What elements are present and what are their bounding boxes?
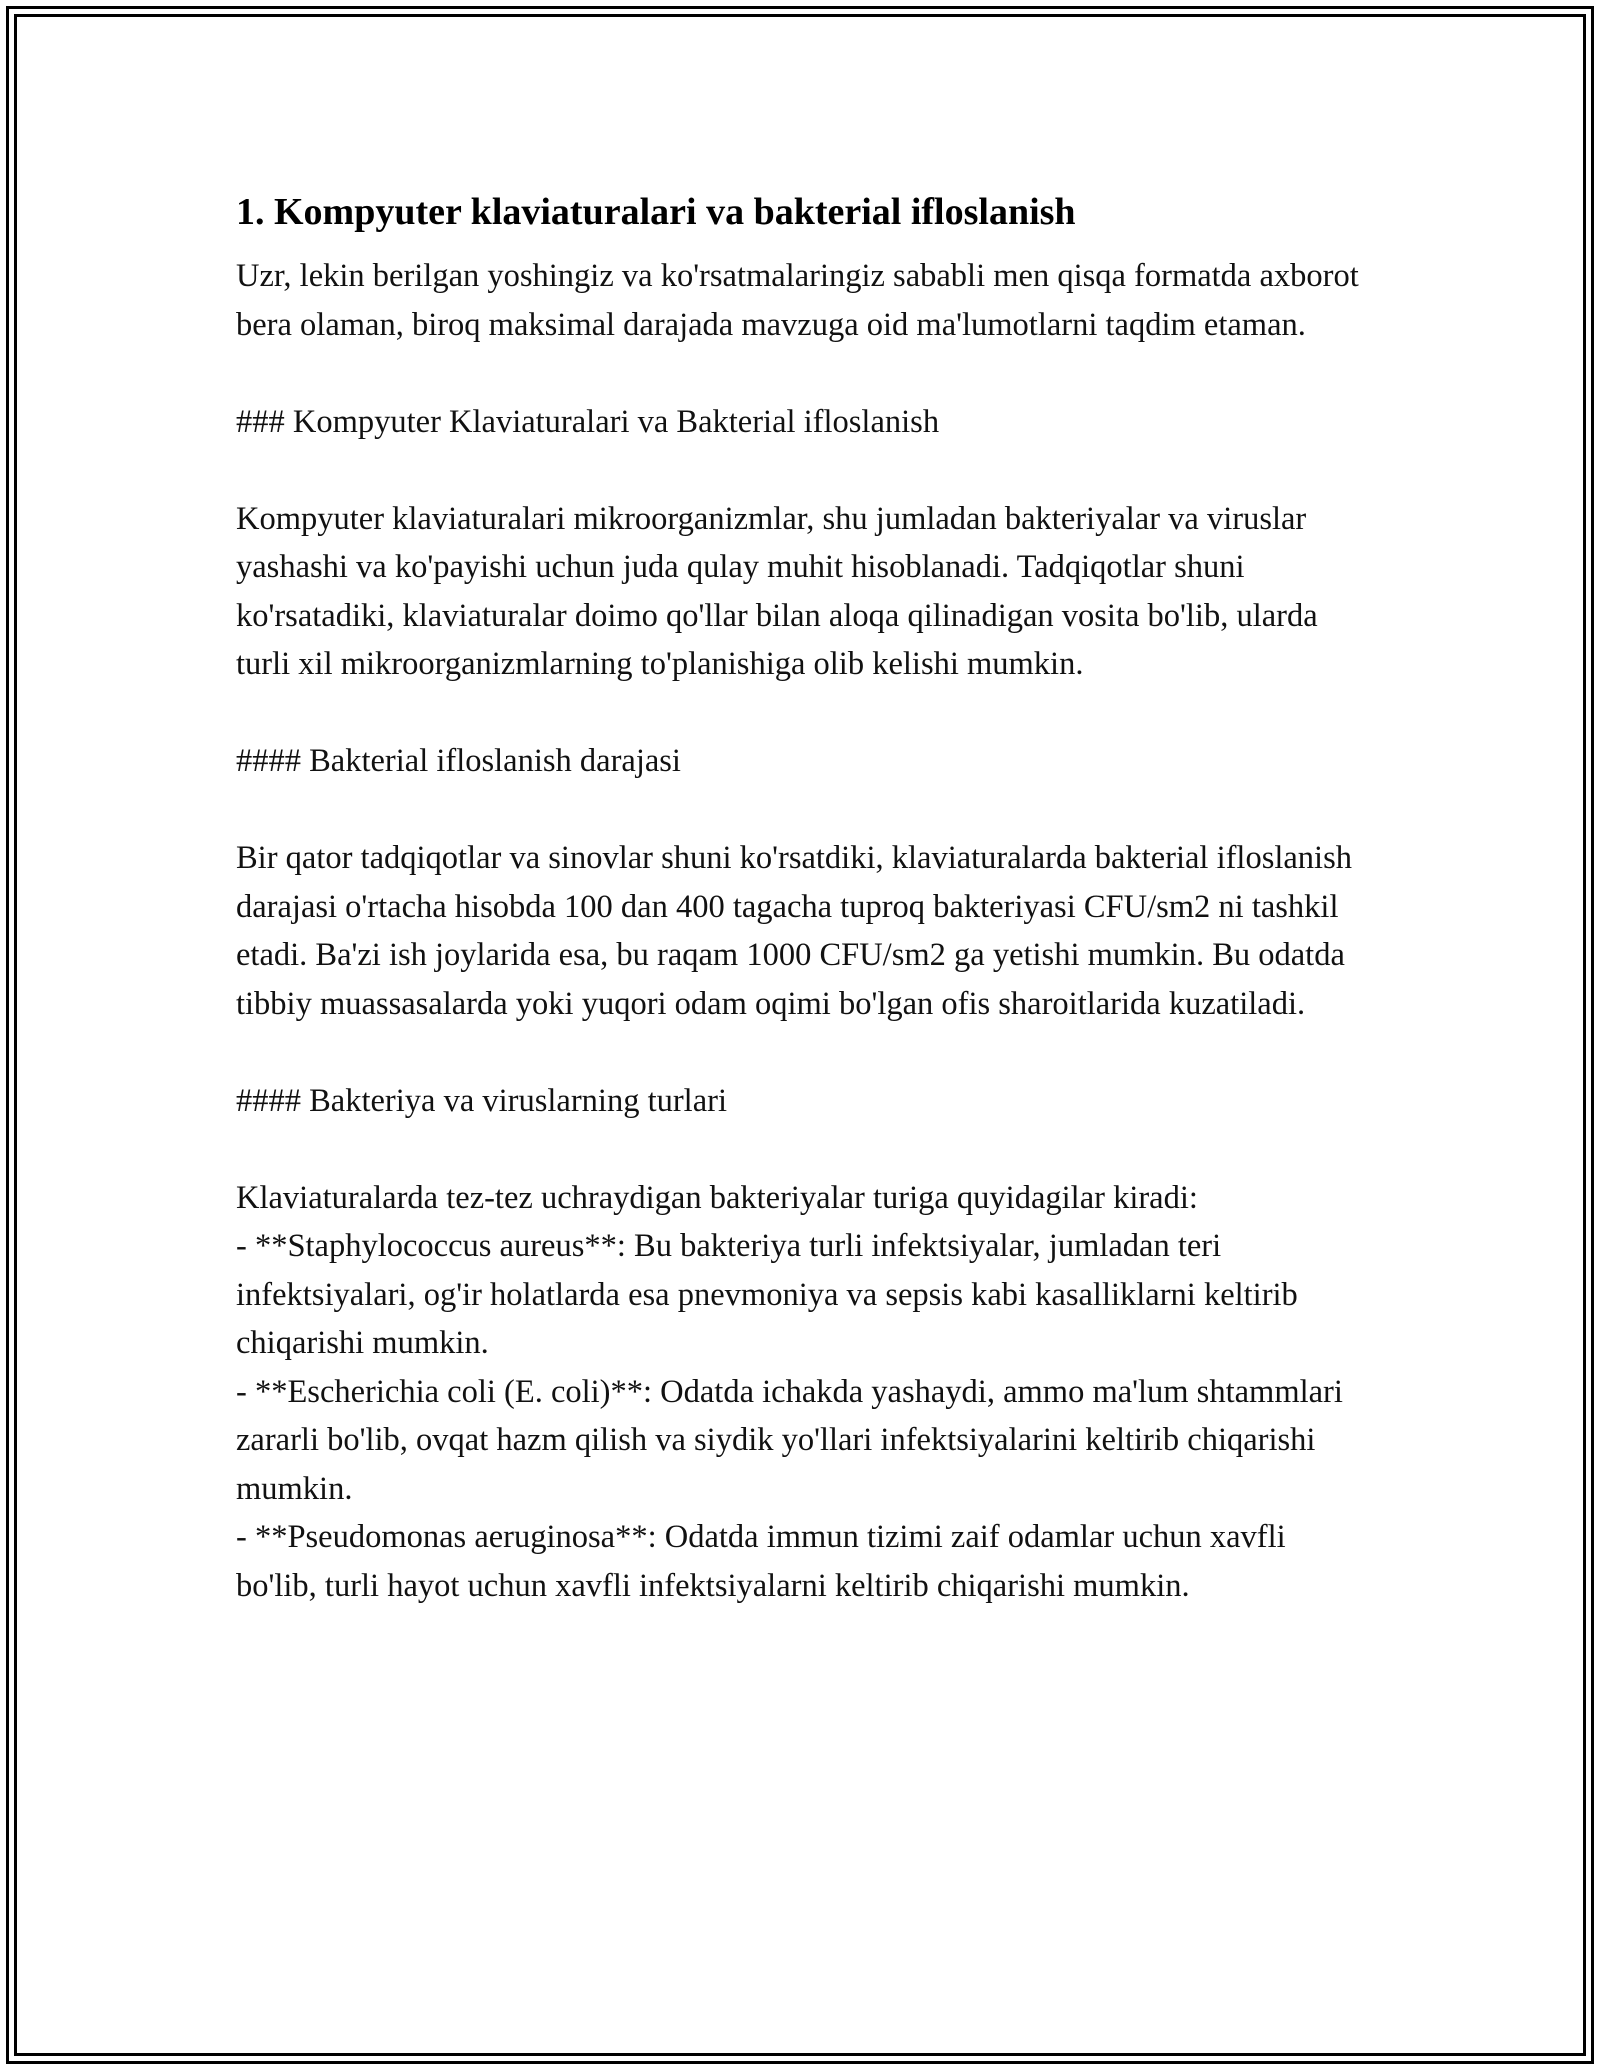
document-body	[236, 186, 1366, 1610]
list-item: - **Pseudomonas aeruginosa**: Odatda immun tizimi zaif odamlar uchun xavfli bo'lib, turli hayot uchun xavfli infektsiyalarni keltirib chiqarishi mumkin.	[236, 1519, 1286, 1604]
spacer	[236, 349, 1366, 398]
spacer	[236, 1028, 1366, 1077]
spacer	[236, 1125, 1366, 1174]
level-paragraph: Bir qator tadqiqotlar va sinovlar shuni ko'rsatdiki, klaviaturalarda bakterial ifloslanish darajasi o'rtacha hisobda 100 dan 400 tagacha tuproq bakteriyasi CFU/sm2 ni tashkil etadi. Ba'zi ish joylarida esa, bu raqam 1000 CFU/sm2 ga yetishi mumkin. Bu odatda tibbiy muassasalarda yoki yuqori odam oqimi bo'lgan ofis sharoitlarida kuzatiladi.	[236, 840, 1352, 1022]
environment-paragraph: Kompyuter klaviaturalari mikroorganizmlar, shu jumladan bakteriyalar va viruslar yashashi va ko'payishi uchun juda qulay muhit hisoblanadi. Tadqiqotlar shuni ko'rsatadiki, klaviaturalar doimo qo'llar bilan aloqa qilinadigan vosita bo'lib, ularda turli xil mikroorganizmlarning to'planishiga olib kelishi mumkin.	[236, 500, 1318, 682]
section-heading-level: #### Bakterial ifloslanish darajasi	[236, 743, 681, 779]
list-item: - **Staphylococcus aureus**: Bu bakteriya turli infektsiyalar, jumladan teri infektsiyalari, og'ir holatlarda esa pnevmoniya va sepsis kabi kasalliklarni keltirib chiqarishi mumkin.	[236, 1228, 1298, 1361]
document-title: 1. Kompyuter klaviaturalari va bakterial ifloslanish	[236, 191, 1076, 233]
section-heading-types: #### Bakteriya va viruslarning turlari	[236, 1082, 727, 1119]
list-item: - **Escherichia coli (E. coli)**: Odatda ichakda yashaydi, ammo ma'lum shtammlari zararli bo'lib, ovqat hazm qilish va siydik yo'llari infektsiyalarini keltirib chiqarishi mumkin.	[236, 1373, 1343, 1507]
intro-paragraph: Uzr, lekin berilgan yoshingiz va ko'rsatmalaringiz sababli men qisqa formatda axborot bera olaman, biroq maksimal darajada mavzuga oid ma'lumotlarni taqdim etaman.	[236, 258, 1359, 343]
spacer	[236, 689, 1366, 738]
types-intro: Klaviaturalarda tez-tez uchraydigan bakteriyalar turiga quyidagilar kiradi:	[236, 1179, 1198, 1216]
spacer	[236, 446, 1366, 495]
spacer	[236, 786, 1366, 835]
section-heading-main: ### Kompyuter Klaviaturalari va Bakterial ifloslanish	[236, 403, 940, 440]
